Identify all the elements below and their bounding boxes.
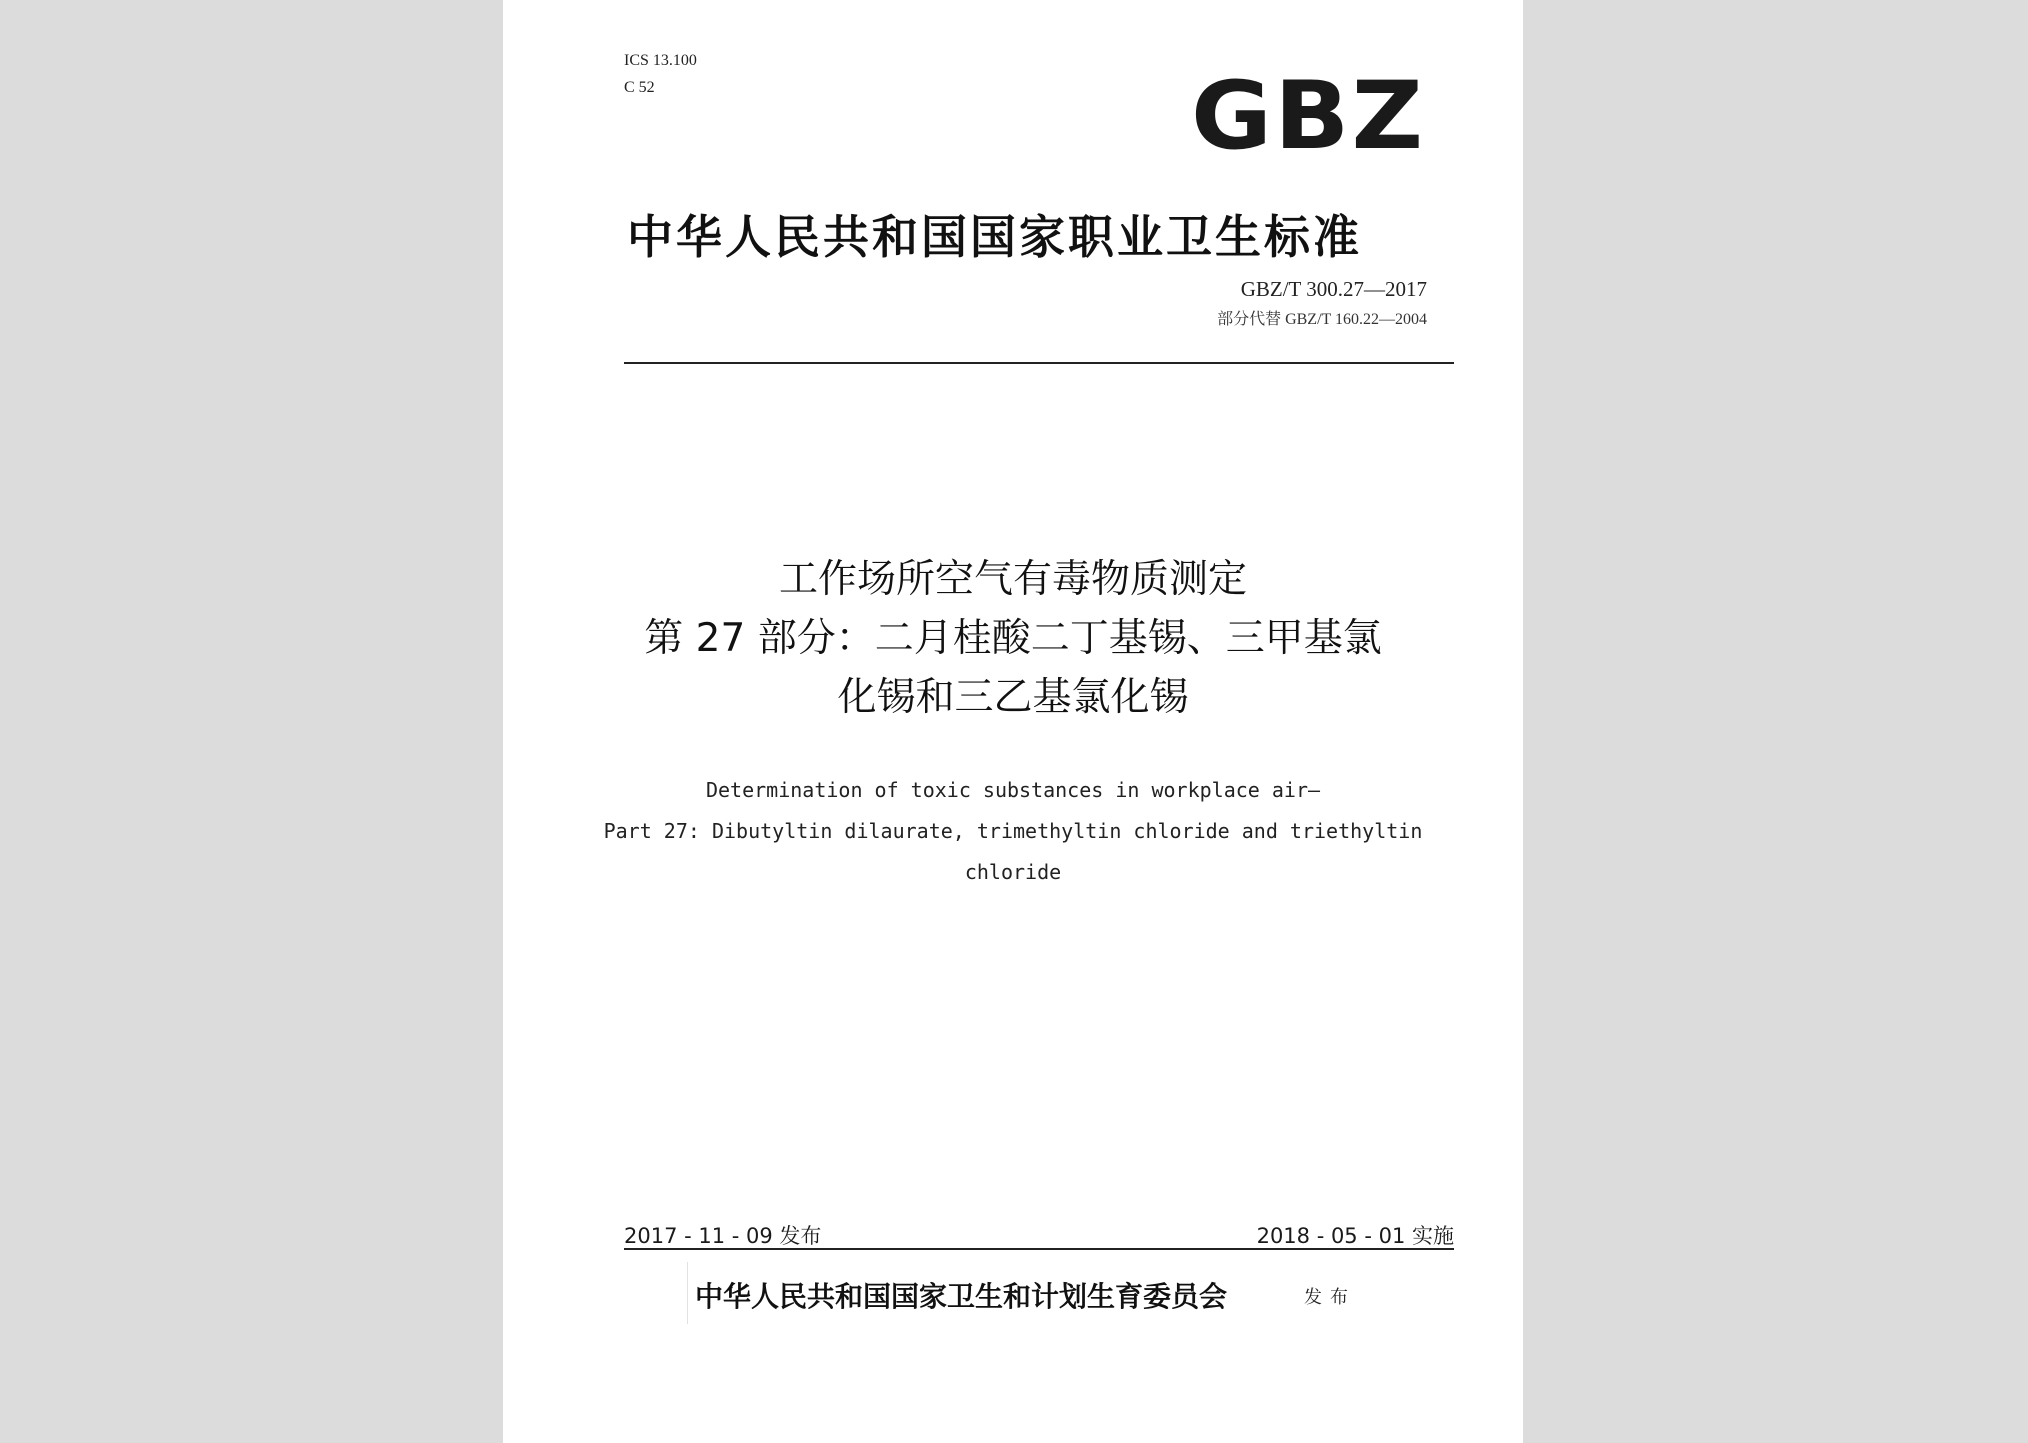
standard-title: 中华人民共和国国家职业卫生标准 — [627, 210, 1362, 264]
document-page — [503, 0, 1523, 1443]
bottom-divider — [624, 1248, 1454, 1250]
scan-edge-line — [687, 1262, 688, 1324]
chinese-title-line-3: 化锡和三乙基氯化锡 — [837, 675, 1189, 720]
gbz-logo: GBZ — [1191, 62, 1426, 171]
english-title-line-2: Part 27: Dibutyltin dilaurate, trimethyltin chloride and triethyltin — [603, 819, 1423, 843]
top-divider — [624, 362, 1454, 364]
publish-label: 发布 — [1304, 1287, 1356, 1308]
publisher: 中华人民共和国国家卫生和计划生育委员会 — [695, 1280, 1228, 1313]
english-title-line-3: chloride — [964, 860, 1062, 884]
english-title-line-1: Determination of toxic substances in workplace air— — [705, 778, 1321, 802]
replaces-note: 部分代替 GBZ/T 160.22—2004 — [1217, 311, 1427, 328]
chinese-title — [503, 550, 1523, 727]
issue-date: 2017 - 11 - 09 发布 — [624, 1224, 822, 1248]
ics-code: ICS 13.100 — [624, 52, 697, 69]
standard-number: GBZ/T 300.27—2017 — [1240, 277, 1427, 301]
english-title — [503, 770, 1523, 893]
chinese-title-line-1: 工作场所空气有毒物质测定 — [778, 557, 1247, 602]
implementation-date: 2018 - 05 - 01 实施 — [1256, 1224, 1454, 1248]
classification-code: C 52 — [624, 79, 655, 96]
chinese-title-line-2: 第 27 部分：二月桂酸二丁基锡、三甲基氯 — [644, 616, 1382, 661]
